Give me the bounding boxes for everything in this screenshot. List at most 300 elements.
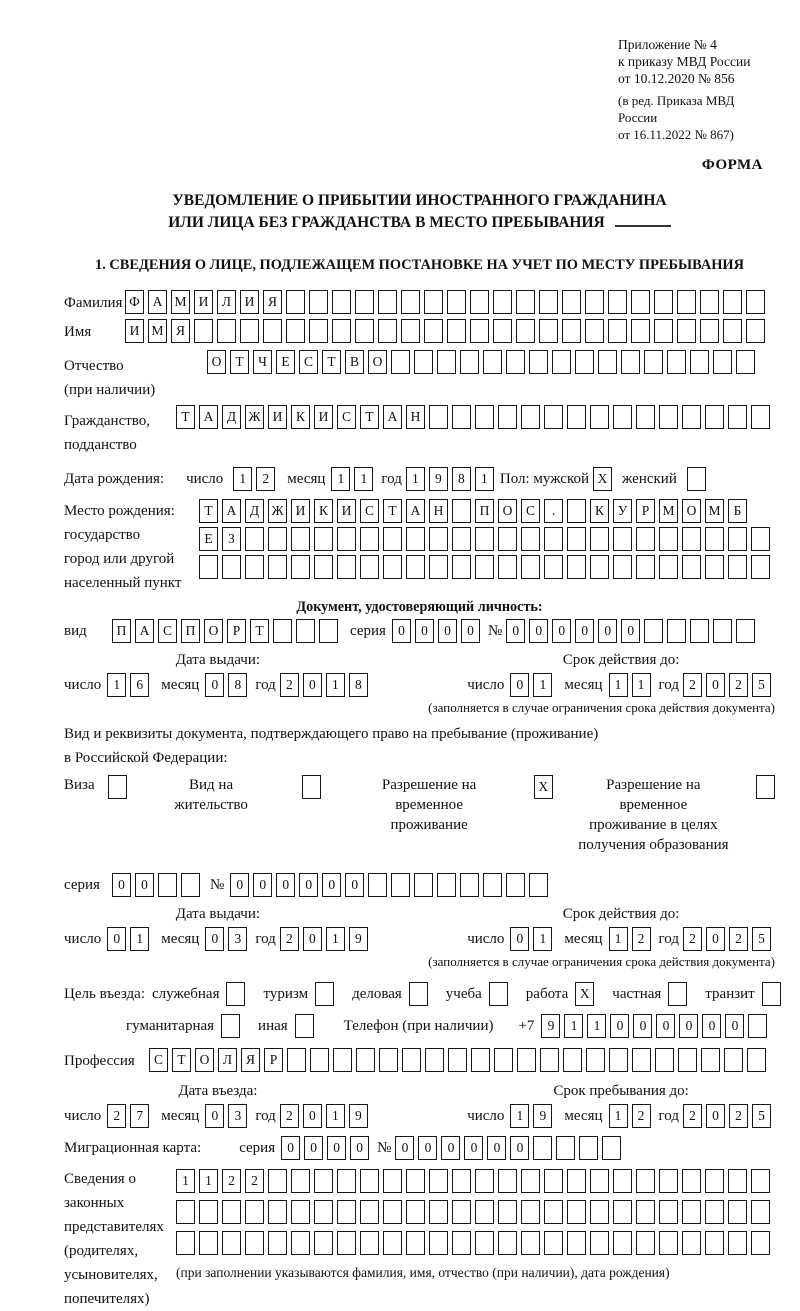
char-cell — [728, 1200, 747, 1224]
month-label: месяц — [564, 931, 603, 947]
char-cell: 5 — [752, 1104, 771, 1128]
char-cell — [678, 1048, 697, 1072]
char-cell: С — [337, 405, 356, 429]
purpose-official-checkbox — [226, 982, 249, 1006]
validity-note: (заполняется в случае ограничения срока действия документа) — [428, 954, 775, 969]
char-cell: 0 — [510, 673, 529, 697]
edition-reference — [618, 92, 775, 143]
char-cell — [682, 1200, 701, 1224]
char-cell — [659, 555, 678, 579]
char-cell: О — [368, 350, 387, 374]
representatives-label — [64, 1167, 176, 1311]
char-cell — [746, 290, 765, 314]
entry-month-boxes — [205, 1104, 251, 1128]
char-cell: 1 — [587, 1014, 606, 1038]
purpose-option-label: иная — [258, 1017, 288, 1034]
char-cell — [268, 1200, 287, 1224]
char-cell — [295, 1014, 314, 1038]
char-cell — [199, 1200, 218, 1224]
temp-residence-option — [347, 775, 553, 835]
temp-residence-label-line2: проживание — [390, 817, 468, 833]
char-cell — [489, 982, 508, 1006]
char-cell — [378, 290, 397, 314]
char-cell: И — [268, 405, 287, 429]
char-cell — [452, 1169, 471, 1193]
char-cell: 0 — [610, 1014, 629, 1038]
month-label: месяц — [161, 677, 200, 693]
char-cell: 9 — [541, 1014, 560, 1038]
doc-number-label: № — [487, 623, 503, 639]
char-cell: 0 — [205, 673, 224, 697]
char-cell — [705, 1231, 724, 1255]
char-cell — [217, 319, 236, 343]
char-cell — [544, 1200, 563, 1224]
char-cell — [383, 527, 402, 551]
char-cell: У — [613, 499, 632, 523]
migration-series-label: серия — [239, 1140, 276, 1156]
char-cell — [516, 290, 535, 314]
char-cell: 0 — [303, 673, 322, 697]
permit-valid-block — [467, 905, 775, 951]
form-title — [64, 190, 775, 234]
char-cell: 2 — [280, 1104, 299, 1128]
char-cell — [355, 319, 374, 343]
char-cell: 0 — [418, 1136, 437, 1160]
char-cell — [687, 467, 706, 491]
edu-residence-option — [571, 775, 775, 855]
citizenship-label-line1: Гражданство, — [64, 413, 151, 429]
forma-label: ФОРМА — [701, 157, 763, 173]
char-cell — [383, 1169, 402, 1193]
day-label: число — [64, 931, 102, 947]
char-cell: Т — [172, 1048, 191, 1072]
char-cell — [677, 290, 696, 314]
char-cell: 1 — [130, 927, 149, 951]
char-cell: 5 — [752, 927, 771, 951]
char-cell — [414, 873, 433, 897]
char-cell — [659, 1169, 678, 1193]
char-cell — [401, 319, 420, 343]
char-cell — [493, 290, 512, 314]
char-cell — [314, 1231, 333, 1255]
char-cell: Е — [276, 350, 295, 374]
char-cell — [655, 1048, 674, 1072]
char-cell — [498, 405, 517, 429]
char-cell — [406, 1169, 425, 1193]
char-cell — [747, 1048, 766, 1072]
char-cell: 7 — [130, 1104, 149, 1128]
char-cell — [590, 1231, 609, 1255]
char-cell — [221, 1014, 240, 1038]
char-cell: 8 — [349, 673, 368, 697]
valid-date-caption: Срок действия до: — [562, 906, 680, 922]
char-cell — [516, 319, 535, 343]
char-cell — [636, 1231, 655, 1255]
char-cell — [447, 319, 466, 343]
char-cell — [590, 1169, 609, 1193]
char-cell: 2 — [280, 927, 299, 951]
permit-number-label: № — [209, 877, 225, 893]
char-cell: С — [521, 499, 540, 523]
char-cell: 0 — [230, 873, 249, 897]
char-cell: П — [475, 499, 494, 523]
char-cell: 0 — [281, 1136, 300, 1160]
char-cell — [406, 1231, 425, 1255]
char-cell: 9 — [429, 467, 448, 491]
char-cell — [540, 1048, 559, 1072]
char-cell — [690, 619, 709, 643]
purpose-option-label: туризм — [263, 985, 309, 1002]
char-cell: Е — [199, 527, 218, 551]
char-cell — [636, 555, 655, 579]
char-cell: Я — [241, 1048, 260, 1072]
given-name-row — [64, 319, 775, 343]
char-cell: 0 — [205, 927, 224, 951]
char-cell — [475, 1200, 494, 1224]
char-cell: 1 — [331, 467, 350, 491]
day-label: число — [467, 677, 505, 693]
stay-until-block — [467, 1082, 775, 1128]
char-cell — [429, 1231, 448, 1255]
char-cell — [429, 1200, 448, 1224]
char-cell: 0 — [438, 619, 457, 643]
char-cell — [332, 290, 351, 314]
char-cell — [659, 527, 678, 551]
sex-female-label: женский — [622, 471, 677, 487]
birth-date-row — [64, 467, 775, 491]
permit-issue-year-boxes — [280, 927, 372, 951]
visa-option — [64, 775, 127, 799]
char-cell: 0 — [575, 619, 594, 643]
char-cell — [402, 1048, 421, 1072]
char-cell — [337, 1200, 356, 1224]
temp-residence-label — [347, 775, 512, 835]
char-cell — [360, 555, 379, 579]
char-cell: 0 — [299, 873, 318, 897]
doc-type-boxes — [112, 619, 342, 643]
char-cell: А — [199, 405, 218, 429]
char-cell: 0 — [598, 619, 617, 643]
char-cell — [429, 405, 448, 429]
char-cell: 8 — [452, 467, 471, 491]
char-cell: Т — [199, 499, 218, 523]
char-cell — [401, 290, 420, 314]
purpose-study-checkbox — [489, 982, 512, 1006]
char-cell: Ж — [268, 499, 287, 523]
edu-residence-checkbox — [748, 775, 775, 799]
sex-female-checkbox — [687, 467, 710, 491]
representatives-label-line: попечителях) — [64, 1291, 150, 1307]
char-cell — [355, 290, 374, 314]
char-cell: И — [291, 499, 310, 523]
char-cell: А — [406, 499, 425, 523]
visa-checkbox — [100, 775, 127, 799]
char-cell: И — [240, 290, 259, 314]
char-cell: С — [299, 350, 318, 374]
phone-boxes — [541, 1014, 771, 1038]
char-cell: 0 — [112, 873, 131, 897]
char-cell — [585, 290, 604, 314]
section1-heading: 1. СВЕДЕНИЯ О ЛИЦЕ, ПОДЛЕЖАЩЕМ ПОСТАНОВКЕ НА УЧЕТ ПО МЕСТУ ПРЕБЫВАНИЯ — [95, 257, 744, 273]
char-cell — [194, 319, 213, 343]
patronymic-label-line1: Отчество — [64, 358, 124, 374]
char-cell — [424, 319, 443, 343]
permit-series-boxes — [112, 873, 204, 897]
char-cell — [108, 775, 127, 799]
char-cell — [751, 527, 770, 551]
purpose-option-label: деловая — [352, 985, 402, 1002]
char-cell — [748, 1014, 767, 1038]
char-cell: 0 — [725, 1014, 744, 1038]
char-cell: 2 — [107, 1104, 126, 1128]
char-cell — [613, 1200, 632, 1224]
char-cell: 0 — [303, 1104, 322, 1128]
valid-year-boxes — [683, 673, 775, 697]
char-cell: А — [222, 499, 241, 523]
birth-place-label-line: Место рождения: — [64, 503, 175, 519]
char-cell — [521, 1169, 540, 1193]
char-cell — [483, 350, 502, 374]
given-name-label: Имя — [64, 324, 92, 340]
citizenship-label — [64, 405, 176, 457]
char-cell: К — [291, 405, 310, 429]
representatives-row — [64, 1167, 775, 1311]
char-cell — [309, 319, 328, 343]
char-cell — [291, 1169, 310, 1193]
representatives-label-line: Сведения о — [64, 1171, 136, 1187]
char-cell — [705, 1200, 724, 1224]
day-label: число — [467, 1108, 505, 1124]
char-cell — [302, 775, 321, 799]
profession-row — [64, 1048, 775, 1072]
char-cell — [475, 1169, 494, 1193]
char-cell: 0 — [621, 619, 640, 643]
char-cell: 0 — [679, 1014, 698, 1038]
residence-permit-label: Вид на жительство — [174, 777, 248, 813]
birth-place-boxes-stack — [199, 499, 774, 583]
char-cell — [756, 775, 775, 799]
char-cell — [315, 982, 334, 1006]
char-cell — [751, 405, 770, 429]
char-cell: 0 — [441, 1136, 460, 1160]
permit-issue-month-boxes — [205, 927, 251, 951]
char-cell — [368, 873, 387, 897]
char-cell: К — [314, 499, 333, 523]
char-cell — [751, 1231, 770, 1255]
char-cell — [391, 873, 410, 897]
permit-valid-year-boxes — [683, 927, 775, 951]
char-cell — [613, 527, 632, 551]
char-cell: 9 — [349, 1104, 368, 1128]
char-cell — [659, 1231, 678, 1255]
char-cell — [245, 1200, 264, 1224]
char-cell: Я — [171, 319, 190, 343]
char-cell — [736, 350, 755, 374]
char-cell — [240, 319, 259, 343]
purpose-option-label: учеба — [445, 985, 482, 1002]
purpose-label: Цель въезда: — [64, 985, 145, 1002]
char-cell — [475, 555, 494, 579]
char-cell — [424, 290, 443, 314]
char-cell — [544, 405, 563, 429]
char-cell: И — [125, 319, 144, 343]
char-cell — [567, 555, 586, 579]
char-cell — [429, 527, 448, 551]
char-cell — [268, 1169, 287, 1193]
char-cell — [360, 1200, 379, 1224]
char-cell: 0 — [510, 1136, 529, 1160]
representatives-label-line: представителях — [64, 1219, 164, 1235]
char-cell — [562, 290, 581, 314]
char-cell: 0 — [706, 927, 725, 951]
char-cell — [567, 1200, 586, 1224]
char-cell: 0 — [303, 927, 322, 951]
char-cell: 0 — [415, 619, 434, 643]
char-cell — [337, 555, 356, 579]
char-cell: З — [222, 527, 241, 551]
char-cell: А — [135, 619, 154, 643]
residence-permit-checkbox — [294, 775, 321, 799]
char-cell — [521, 1231, 540, 1255]
char-cell — [728, 1231, 747, 1255]
stay-day-boxes — [510, 1104, 556, 1128]
char-cell — [668, 982, 687, 1006]
char-cell — [682, 1169, 701, 1193]
char-cell — [337, 1231, 356, 1255]
migration-number-boxes — [395, 1136, 625, 1160]
edition-line: от 16.11.2022 № 867) — [618, 127, 735, 142]
issue-day-boxes — [107, 673, 153, 697]
char-cell — [723, 290, 742, 314]
char-cell — [736, 619, 755, 643]
char-cell — [751, 555, 770, 579]
birth-place-row — [64, 499, 775, 595]
purpose-row1 — [64, 982, 775, 1006]
char-cell: А — [148, 290, 167, 314]
stay-year-boxes — [683, 1104, 775, 1128]
char-cell — [360, 527, 379, 551]
char-cell — [199, 555, 218, 579]
char-cell — [533, 1136, 552, 1160]
char-cell — [544, 1169, 563, 1193]
appendix-line: Приложение № 4 — [618, 37, 717, 52]
char-cell: 1 — [609, 673, 628, 697]
char-cell — [644, 350, 663, 374]
char-cell — [690, 350, 709, 374]
char-cell — [723, 319, 742, 343]
char-cell — [659, 405, 678, 429]
migration-card-label: Миграционная карта: — [64, 1140, 202, 1156]
birth-year-boxes — [406, 467, 498, 491]
char-cell — [544, 527, 563, 551]
char-cell: Ф — [125, 290, 144, 314]
char-cell — [590, 405, 609, 429]
char-cell — [602, 1136, 621, 1160]
char-cell: О — [207, 350, 226, 374]
char-cell — [379, 1048, 398, 1072]
char-cell — [567, 405, 586, 429]
given-name-boxes — [125, 319, 769, 343]
profession-boxes — [149, 1048, 770, 1072]
stay-month-boxes — [609, 1104, 655, 1128]
char-cell — [724, 1048, 743, 1072]
char-cell: О — [682, 499, 701, 523]
sex-male-label: Пол: мужской — [499, 471, 590, 487]
char-cell — [286, 290, 305, 314]
char-cell — [494, 1048, 513, 1072]
char-cell: Н — [406, 405, 425, 429]
char-cell — [337, 1169, 356, 1193]
issue-date-caption: Дата выдачи: — [175, 652, 261, 668]
purpose-private-checkbox — [668, 982, 691, 1006]
char-cell: И — [194, 290, 213, 314]
char-cell — [751, 1169, 770, 1193]
char-cell — [291, 555, 310, 579]
char-cell: 0 — [506, 619, 525, 643]
entry-date-block — [64, 1082, 372, 1128]
char-cell — [414, 350, 433, 374]
char-cell — [498, 1231, 517, 1255]
char-cell: 2 — [256, 467, 275, 491]
doc-series-label: серия — [350, 623, 386, 639]
char-cell — [437, 873, 456, 897]
char-cell — [291, 527, 310, 551]
char-cell — [544, 1231, 563, 1255]
valid-date-caption: Срок действия до: — [562, 652, 680, 668]
char-cell — [544, 555, 563, 579]
char-cell — [556, 1136, 575, 1160]
day-label: число — [64, 677, 102, 693]
char-cell — [728, 405, 747, 429]
char-cell — [158, 873, 177, 897]
purpose-transit-checkbox — [762, 982, 785, 1006]
doc-series-boxes — [392, 619, 484, 643]
char-cell — [567, 1231, 586, 1255]
char-cell — [314, 555, 333, 579]
char-cell: 0 — [392, 619, 411, 643]
char-cell — [314, 527, 333, 551]
char-cell: Р — [264, 1048, 283, 1072]
char-cell: 0 — [395, 1136, 414, 1160]
char-cell — [498, 527, 517, 551]
char-cell — [378, 319, 397, 343]
permit-series-label: серия — [64, 877, 100, 893]
char-cell: 6 — [130, 673, 149, 697]
day-label: число — [64, 1108, 102, 1124]
char-cell — [309, 290, 328, 314]
char-cell — [222, 555, 241, 579]
form-title-line2: ИЛИ ЛИЦА БЕЗ ГРАЖДАНСТВА В МЕСТО ПРЕБЫВАНИЯ — [64, 212, 775, 234]
year-label: год — [658, 931, 679, 947]
char-cell: 2 — [683, 927, 702, 951]
birth-place-label-line: государство — [64, 527, 141, 543]
char-cell: Л — [218, 1048, 237, 1072]
char-cell: 1 — [475, 467, 494, 491]
char-cell: 3 — [228, 1104, 247, 1128]
char-cell: П — [112, 619, 131, 643]
char-cell: 8 — [228, 673, 247, 697]
char-cell — [383, 1200, 402, 1224]
char-cell — [333, 1048, 352, 1072]
char-cell — [705, 527, 724, 551]
char-cell — [314, 1200, 333, 1224]
char-cell — [452, 527, 471, 551]
char-cell: 9 — [349, 927, 368, 951]
day-label: число — [467, 931, 505, 947]
char-cell: О — [498, 499, 517, 523]
representatives-boxes-row1 — [176, 1169, 774, 1193]
char-cell — [590, 527, 609, 551]
